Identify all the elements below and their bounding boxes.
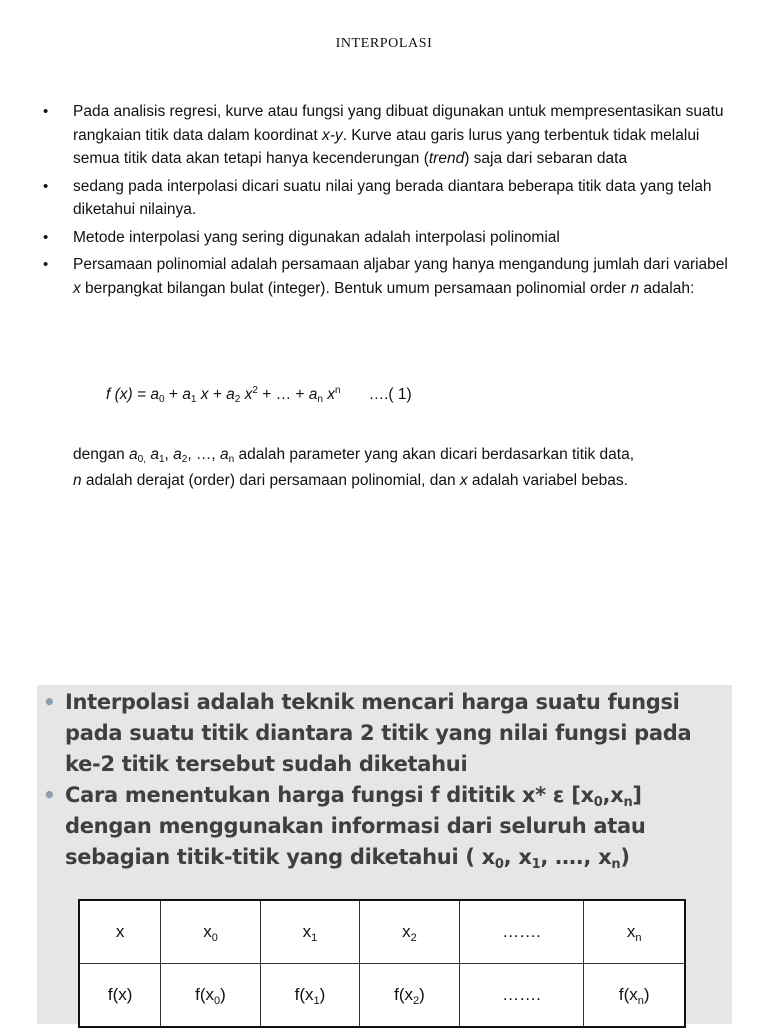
bullet-list — [40, 100, 730, 304]
table-cell: x — [79, 900, 161, 964]
table-cell: f(x) — [79, 964, 161, 1028]
table-cell: $f(x_1)$ — [260, 964, 359, 1028]
bullet-interpolation: • sedang pada interpolasi dicari suatu nilai yang berada diantara beberapa titik data yang telah diketahui nilainya. — [40, 175, 730, 222]
table-cell: $x_0$ — [161, 900, 260, 964]
page-title: INTERPOLASI — [335, 36, 433, 51]
bullet-regression: • Pada analisis regresi, kurve atau fungsi yang dibuat digunakan untuk mempresentasikan suatu rangkaian titik data dalam koordinat x-y. Kurve atau garis lurus yang terbentuk tidak melalui semua titik data akan tetapi hanya kecenderungan (trend) saja dari sebaran data — [40, 100, 730, 171]
parameter-explanation: dengan $a_{0,}$ $a_1$, $a_2$, …, $a_n$ adalah parameter yang akan dicari berdasarkan titik data, n adalah derajat (order) dari persamaan polinomial, dan x adalah variabel bebas. — [73, 446, 635, 489]
slide-bullet-method: • Cara menentukan harga fungsi f dititik x* ε $[x_0,x_n]$ dengan menggunakan informasi dari seluruh atau sebagian titik-titik yang diketahui ( $x_0$, $x_1$, …., $x_n$) — [37, 780, 727, 873]
table-cell: $f(x_2)$ — [360, 964, 459, 1028]
table-cell: ……. — [459, 900, 584, 964]
bullet-dot-icon: • — [43, 228, 49, 246]
equation-number: ….( 1) — [368, 386, 412, 403]
table-row-x — [79, 900, 685, 964]
bullet-dot-icon: • — [43, 256, 49, 273]
table-cell: $f(x_n)$ — [584, 964, 685, 1028]
table-cell: $f(x_0)$ — [161, 964, 260, 1028]
bullet-dot-icon: • — [43, 103, 49, 120]
slide-bullet-definition: • Interpolasi adalah teknik mencari harga suatu fungsi pada suatu titik diantara 2 titik yang nilai fungsi pada ke-2 titik tersebut sudah diketahui — [37, 687, 727, 780]
bullet-dot-icon: • — [43, 177, 49, 195]
bullet-dot-icon: • — [43, 690, 56, 714]
bullet-method: • Metode interpolasi yang sering digunakan adalah interpolasi polinomial — [40, 226, 730, 250]
table-cell: $x_n$ — [584, 900, 685, 964]
table-row-fx — [79, 964, 685, 1028]
polynomial-formula: f $(x) = a_0 + a_1$ $x + a_2$ $x^2$ + … + $a_n$ $x^n$ ….( 1) — [106, 385, 412, 405]
slide-bullet-list — [37, 687, 727, 873]
table-cell: $x_2$ — [360, 900, 459, 964]
interpolation-table — [78, 899, 686, 1028]
table-cell: $x_1$ — [260, 900, 359, 964]
bullet-dot-icon: • — [43, 783, 56, 807]
table-cell: ……. — [459, 964, 584, 1028]
bullet-polynomial: • Persamaan polinomial adalah persamaan aljabar yang hanya mengandung jumlah dari variabel x berpangkat bilangan bulat (integer). Bentuk umum persamaan polinomial order n adalah: — [40, 253, 730, 300]
slide-panel — [37, 685, 732, 1024]
